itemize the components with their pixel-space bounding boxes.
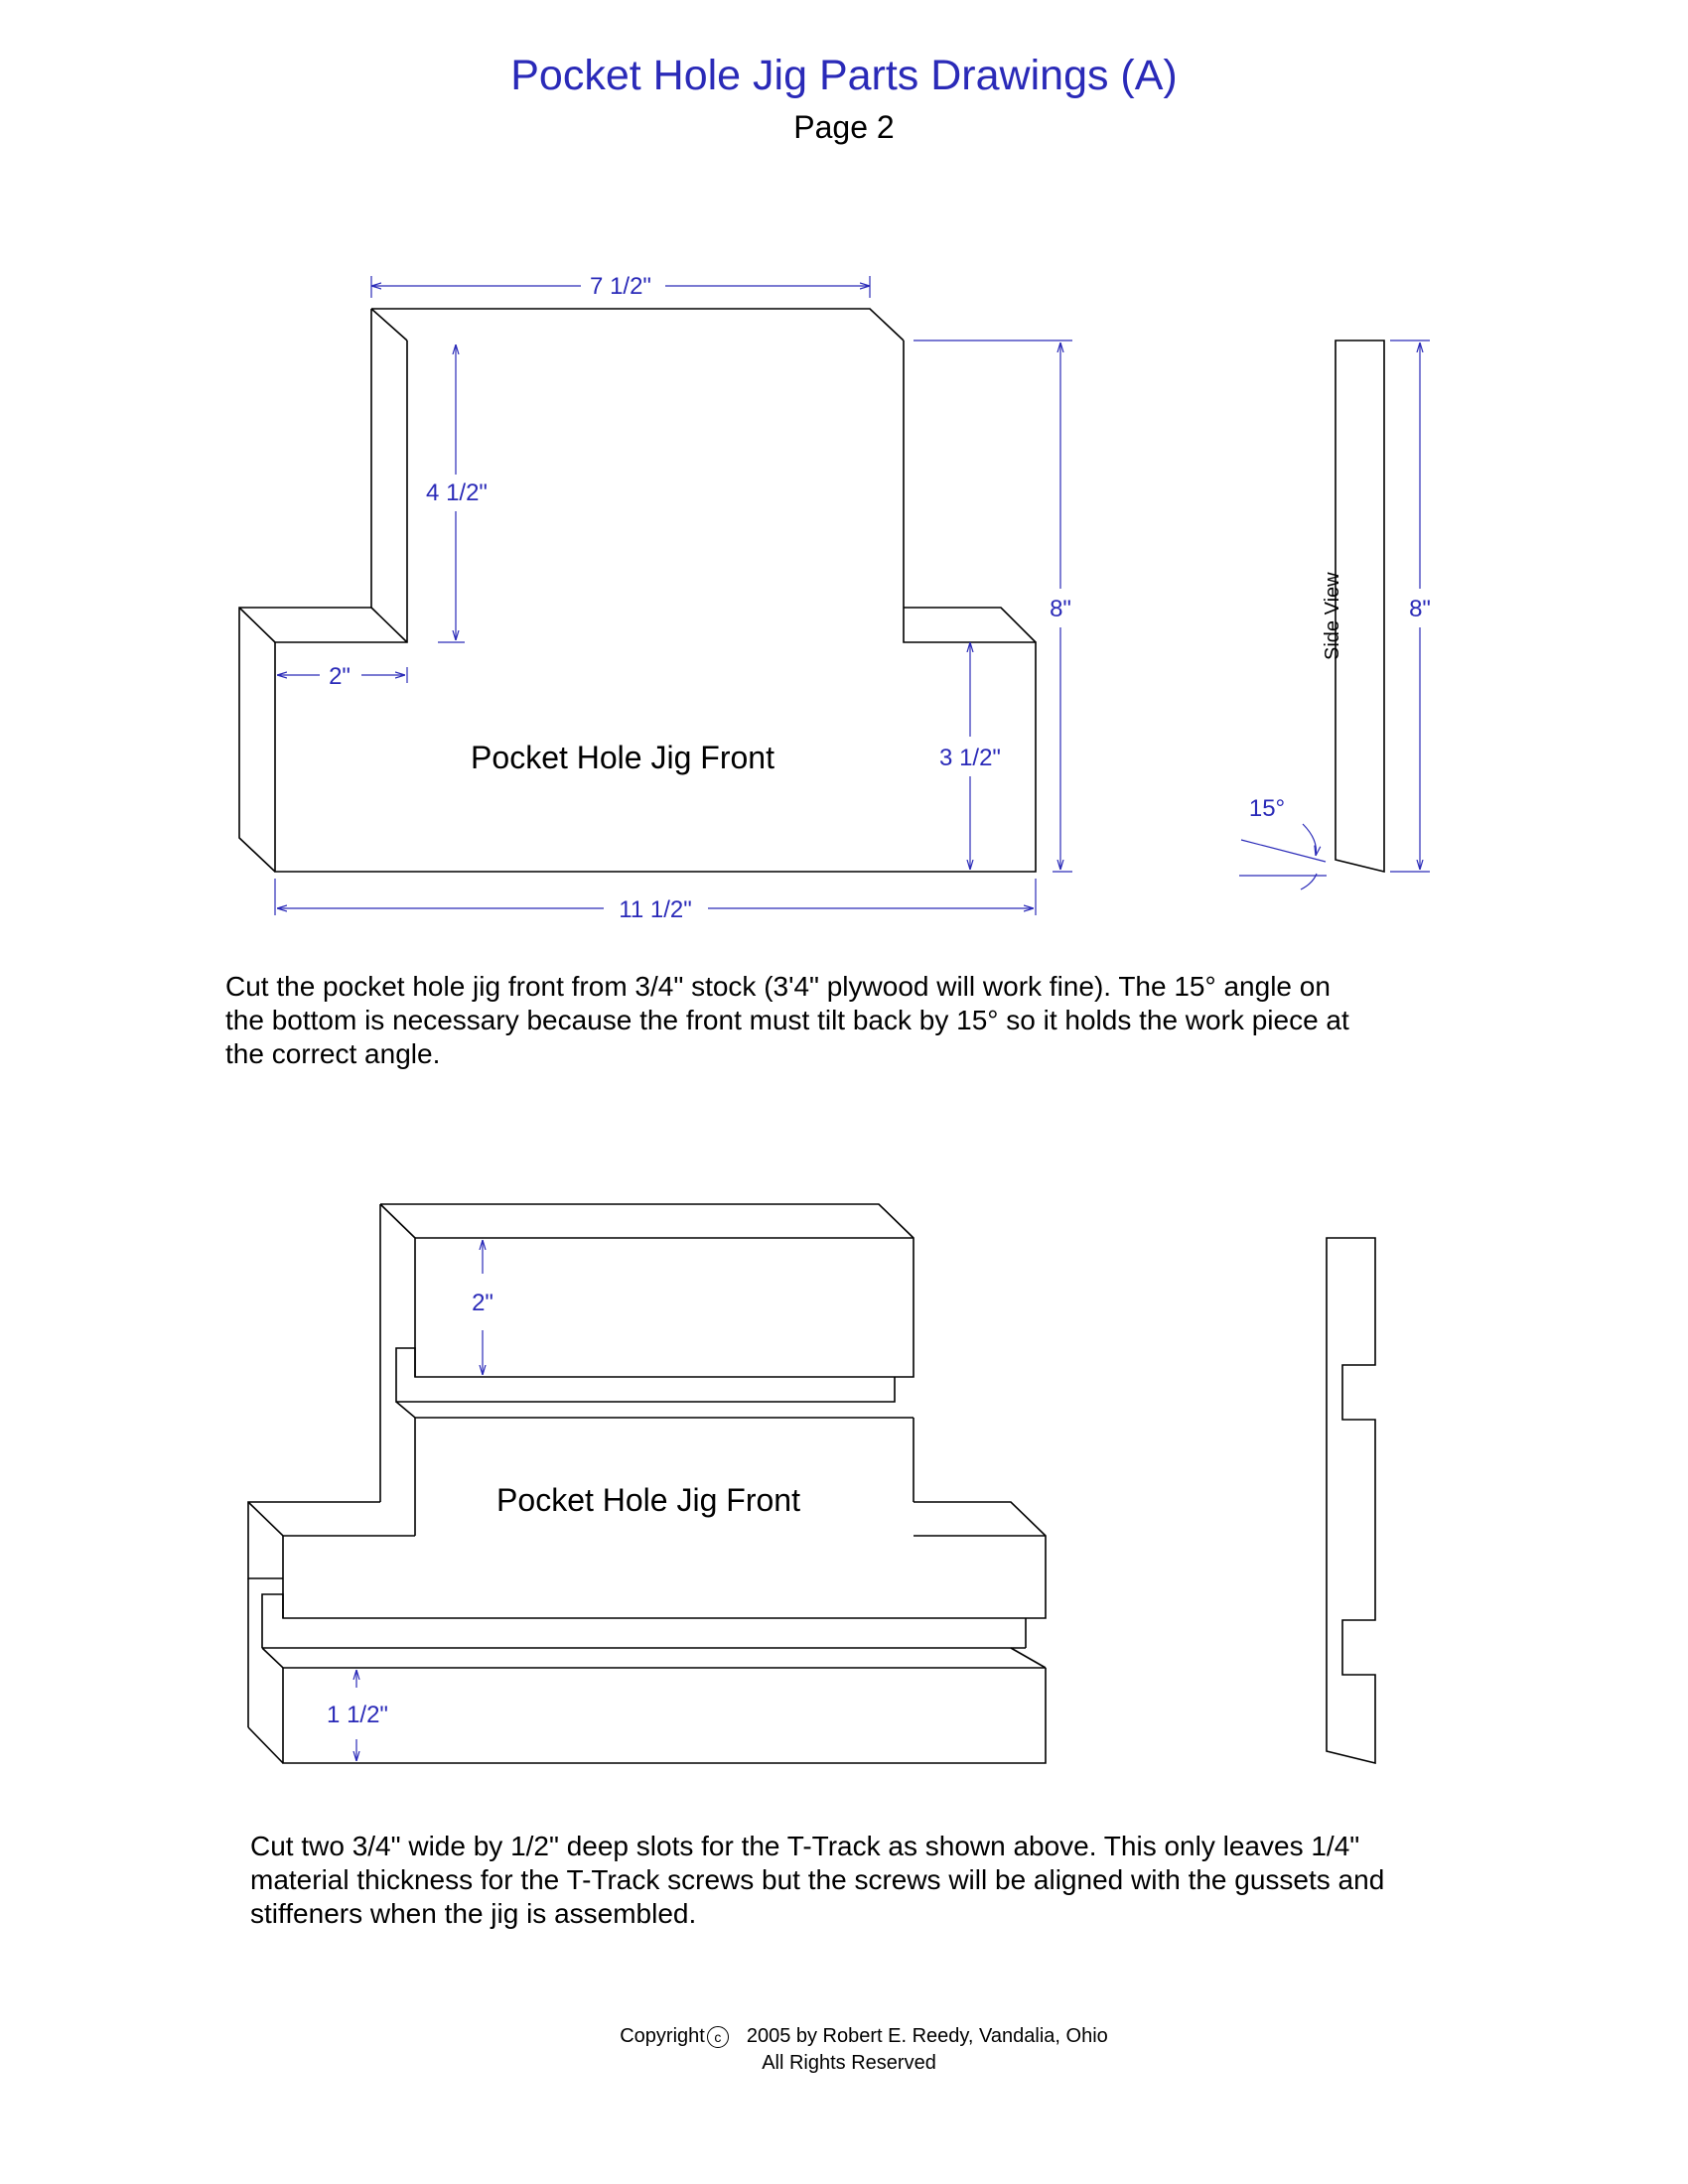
page-title: Pocket Hole Jig Parts Drawings (A) (510, 52, 1178, 99)
dim-step-width: 2" (329, 663, 351, 690)
dim-overall-height: 8" (1050, 596, 1071, 622)
side-view-label: Side View (1322, 572, 1343, 660)
copyright-line (40, 2025, 1688, 2048)
dim-upper-height: 4 1/2" (426, 479, 488, 506)
page-number: Page 2 (793, 109, 895, 145)
paragraph-cut-instructions (225, 970, 1467, 1071)
copyright-icon: c (707, 2026, 729, 2048)
footer (0, 2025, 1688, 2075)
dimensions-1 (275, 276, 1072, 915)
paragraph-line: the bottom is necessary because the front must tilt back by 15° so it holds the work piece at (225, 1005, 1349, 1035)
dim-lower-height: 3 1/2" (939, 745, 1001, 771)
front-face-outline (275, 341, 1036, 872)
angle-label: 15° (1248, 795, 1286, 822)
side-view (1239, 341, 1431, 889)
side-profile-2 (1327, 1238, 1375, 1763)
front-view-1 (239, 309, 1036, 872)
paragraph-line: the correct angle. (225, 1038, 441, 1069)
dim-upper-slot: 2" (472, 1290, 493, 1316)
dim-top-width: 7 1/2" (590, 273, 651, 300)
paragraph-line: material thickness for the T-Track screws but the screws will be aligned with the gussets and (250, 1864, 1385, 1895)
paragraph-line: stiffeners when the jig is assembled. (250, 1898, 697, 1929)
dim-bottom-width: 11 1/2" (619, 896, 692, 923)
dim-lower-slot: 1 1/2" (327, 1702, 388, 1728)
top-depth-edge (371, 309, 904, 341)
dimensions-2 (356, 1240, 483, 1761)
copyright-word: Copyright (620, 2025, 705, 2047)
side-view-height: 8" (1409, 596, 1431, 622)
paragraph-line: Cut two 3/4" wide by 1/2" deep slots for the T-Track as shown above. This only leaves 1/4" (250, 1831, 1360, 1861)
copyright-text: 2005 by Robert E. Reedy, Vandalia, Ohio (746, 2025, 1108, 2047)
paragraph-line: Cut the pocket hole jig front from 3/4" stock (3'4" plywood will work fine). The 15° angle on (225, 971, 1331, 1002)
rights-line: All Rights Reserved (762, 2052, 936, 2074)
part-label-front-2: Pocket Hole Jig Front (496, 1482, 800, 1518)
paragraph-slot-instructions (250, 1830, 1491, 1931)
part-label-front-1: Pocket Hole Jig Front (471, 740, 774, 775)
